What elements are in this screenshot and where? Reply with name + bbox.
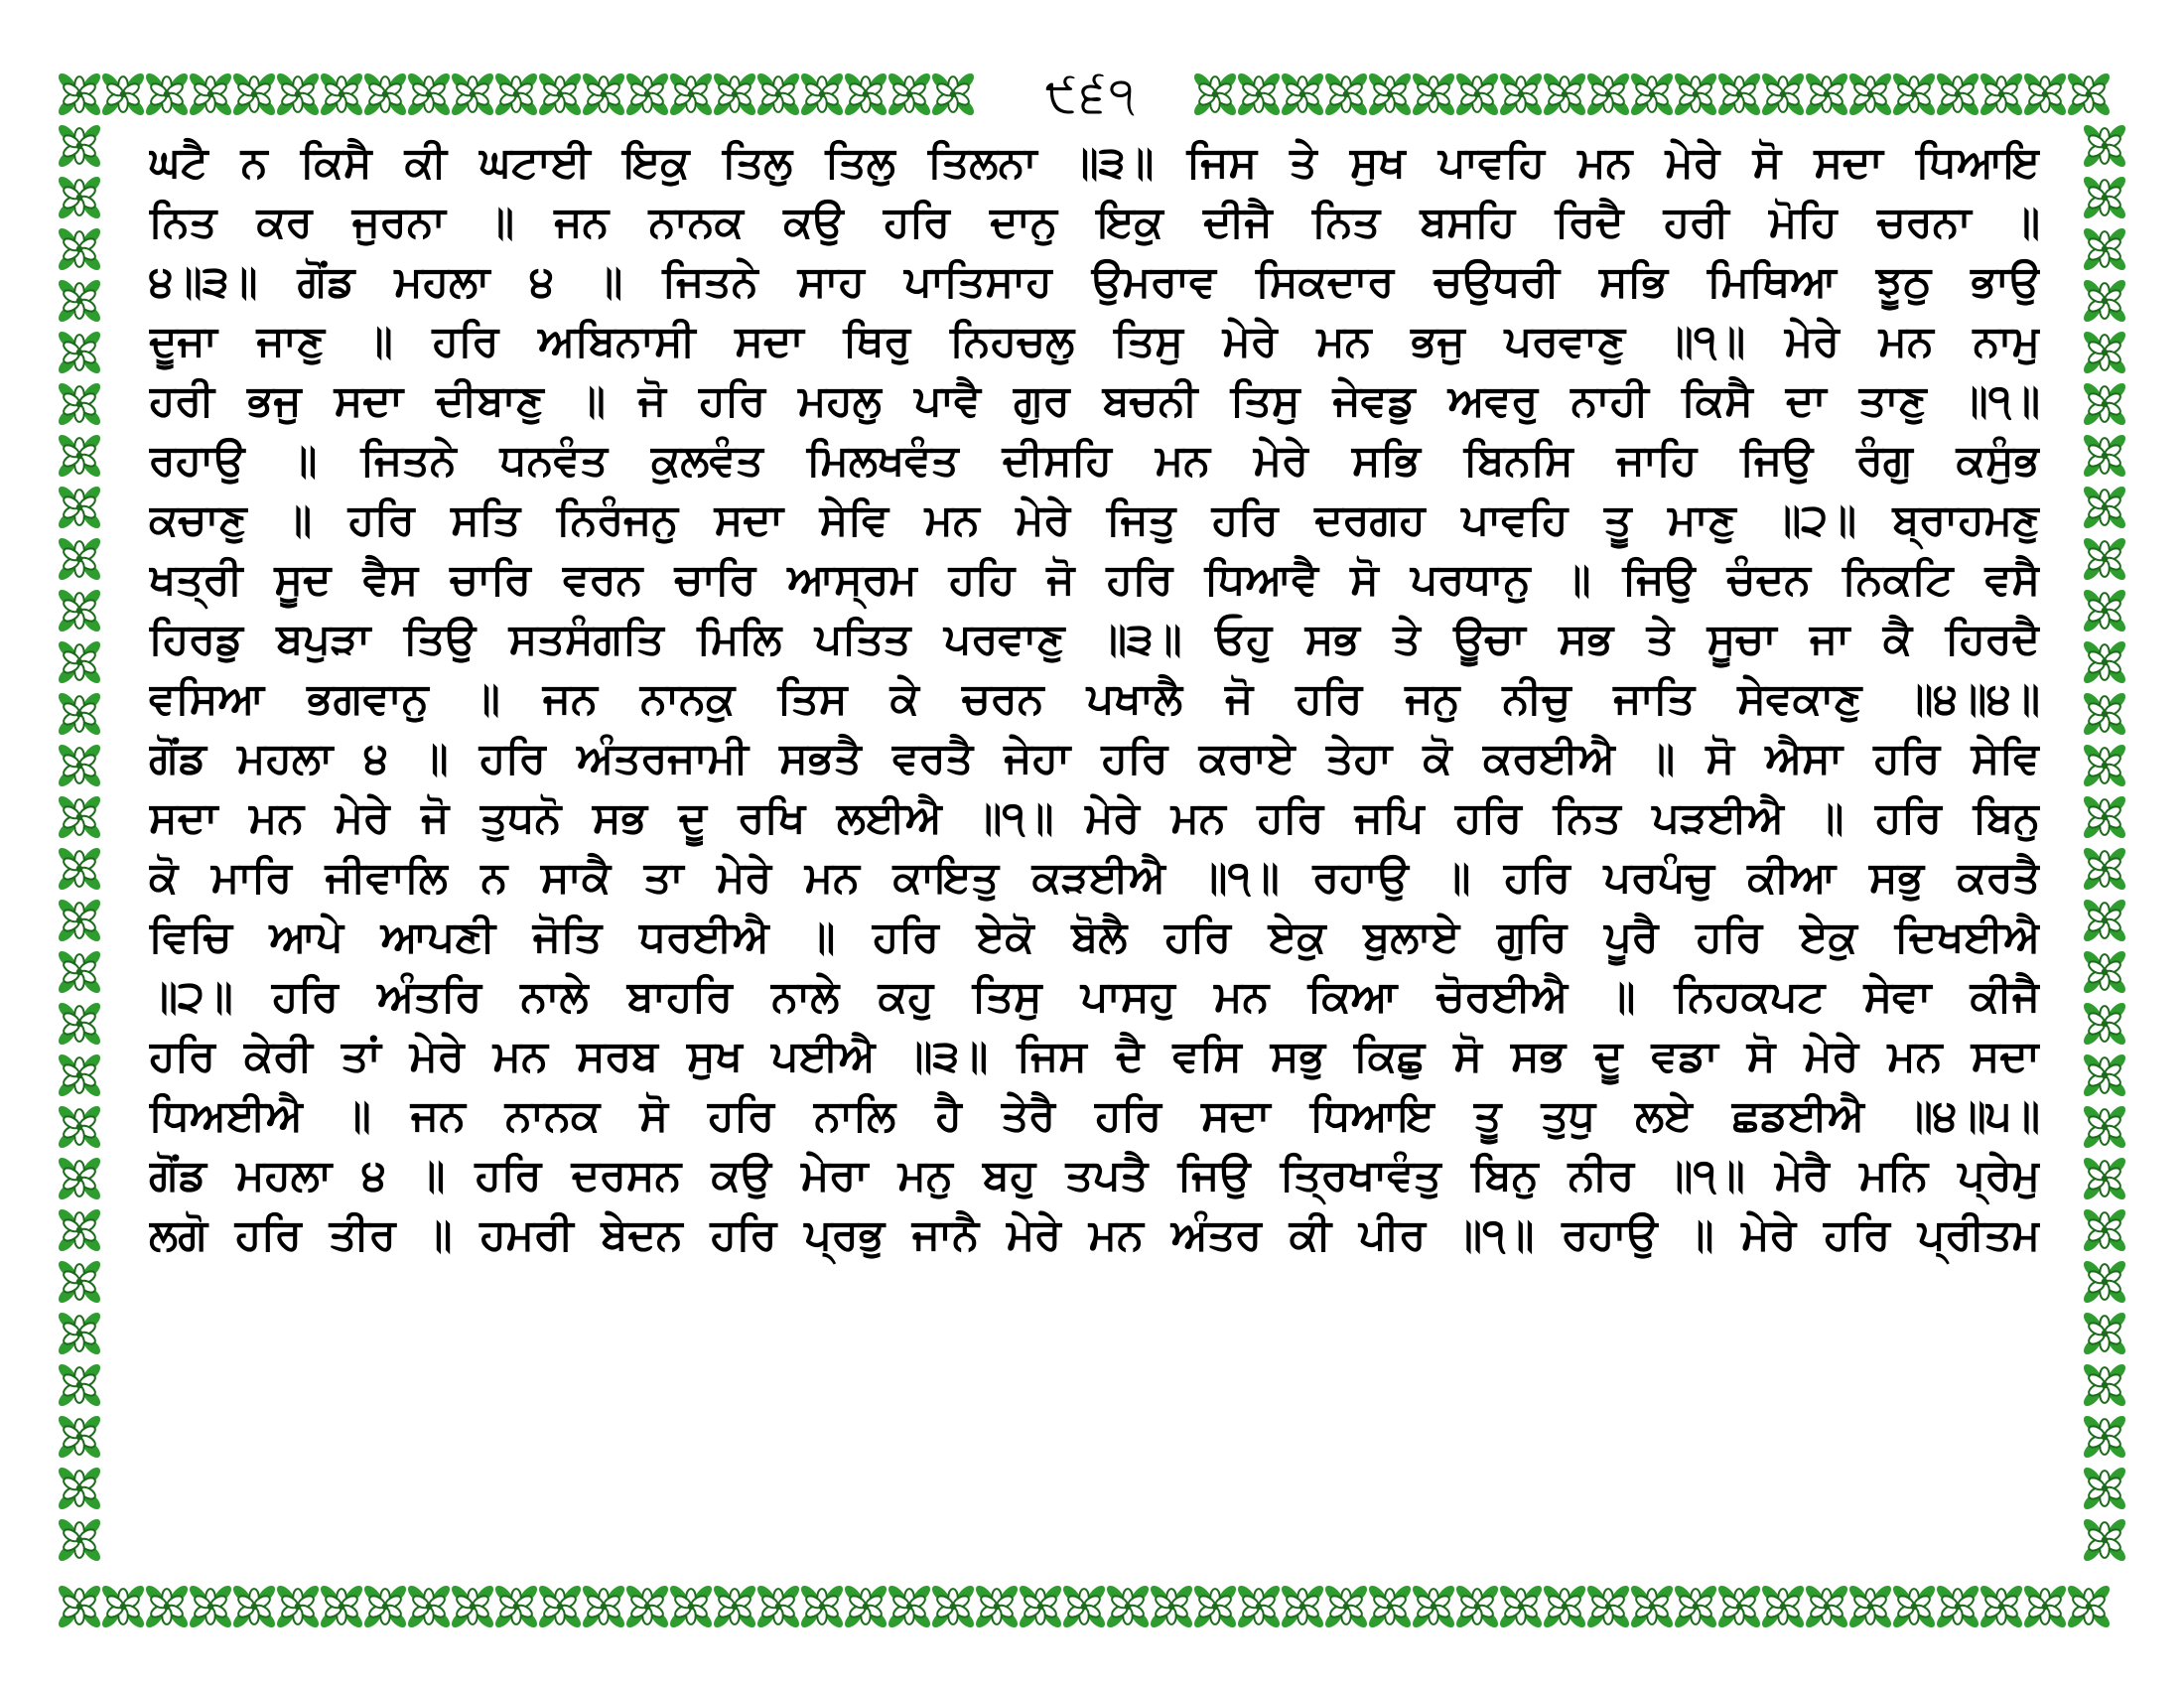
flower-icon xyxy=(886,70,933,118)
text-line: ਗੋਂਡ ਮਹਲਾ ੪ ॥ ਹਰਿ ਅੰਤਰਜਾਮੀ ਸਭਤੈ ਵਰਤੈ ਜੇਹਾ ਹਰਿ ਕਰਾਏ ਤੇਹਾ ਕੋ ਕਰਈਐ ॥ ਸੋ ਐਸਾ ਹਰਿ ਸੇਵਿ xyxy=(149,734,2040,783)
flower-icon xyxy=(1279,70,1326,118)
flower-icon xyxy=(56,1206,103,1254)
flower-icon xyxy=(1366,1583,1414,1630)
flower-icon xyxy=(1017,1583,1064,1630)
flower-icon xyxy=(2081,587,2128,634)
flower-icon xyxy=(623,1583,671,1630)
flower-icon xyxy=(56,845,103,893)
flower-icon xyxy=(1803,70,1850,118)
flower-icon xyxy=(1715,1583,1763,1630)
flower-icon xyxy=(1978,1583,2025,1630)
flower-icon xyxy=(1279,1583,1326,1630)
flower-icon xyxy=(361,70,409,118)
flower-icon xyxy=(2081,380,2128,428)
flower-icon xyxy=(2081,1310,2128,1357)
flower-icon xyxy=(56,174,103,221)
text-line: ੪॥੩॥ ਗੋਂਡ ਮਹਲਾ ੪ ॥ ਜਿਤਨੇ ਸਾਹ ਪਾਤਿਸਾਹ ਉਮਰਾਵ ਸਿਕਦਾਰ ਚਉਧਰੀ ਸਭਿ ਮਿਥਿਆ ਝੂਠੁ ਭਾਉ xyxy=(149,257,2040,307)
flower-icon xyxy=(1366,70,1414,118)
flower-icon xyxy=(2081,845,2128,893)
flower-icon xyxy=(2081,793,2128,841)
flower-icon xyxy=(1759,70,1807,118)
flower-icon xyxy=(2081,1000,2128,1048)
flower-icon xyxy=(56,1516,103,1564)
flower-icon xyxy=(1453,1583,1501,1630)
flower-icon xyxy=(56,380,103,428)
flower-icon xyxy=(492,1583,540,1630)
flower-icon xyxy=(2081,174,2128,221)
flower-icon xyxy=(1191,70,1239,118)
flower-icon xyxy=(405,1583,453,1630)
flower-icon xyxy=(2081,329,2128,376)
flower-icon xyxy=(1803,1583,1850,1630)
flower-icon xyxy=(2065,1583,2113,1630)
flower-icon xyxy=(1890,1583,1938,1630)
flower-icon xyxy=(1759,1583,1807,1630)
flower-icon xyxy=(361,1583,409,1630)
flower-icon xyxy=(230,1583,278,1630)
flower-icon xyxy=(143,1583,191,1630)
text-line: ਦੂਜਾ ਜਾਣੁ ॥ ਹਰਿ ਅਬਿਨਾਸੀ ਸਦਾ ਥਿਰੁ ਨਿਹਚਲੁ ਤਿਸੁ ਮੇਰੇ ਮਨ ਭਜੁ ਪਰਵਾਣੁ ॥੧॥ ਮੇਰੇ ਮਨ ਨਾਮੁ xyxy=(149,317,2040,366)
flower-icon xyxy=(56,1103,103,1151)
flower-icon xyxy=(711,70,758,118)
flower-icon xyxy=(1410,1583,1457,1630)
flower-icon xyxy=(56,587,103,634)
flower-icon xyxy=(1846,1583,1894,1630)
flower-icon xyxy=(56,277,103,325)
flower-icon xyxy=(230,70,278,118)
flower-icon xyxy=(798,1583,846,1630)
flower-icon xyxy=(711,1583,758,1630)
text-line: ਧਿਅਈਐ ॥ ਜਨ ਨਾਨਕ ਸੋ ਹਰਿ ਨਾਲਿ ਹੈ ਤੇਰੈ ਹਰਿ ਸਦਾ ਧਿਆਇ ਤੂ ਤੁਧੁ ਲਏ ਛਡਈਐ ॥੪॥੫॥ xyxy=(149,1091,2040,1141)
flower-icon xyxy=(1060,1583,1108,1630)
flower-icon xyxy=(449,70,496,118)
flower-icon xyxy=(143,70,191,118)
flower-icon xyxy=(580,1583,627,1630)
flower-icon xyxy=(2021,1583,2069,1630)
flower-icon xyxy=(56,690,103,738)
flower-icon xyxy=(1410,70,1457,118)
flower-icon xyxy=(1672,1583,1719,1630)
flower-icon xyxy=(1628,1583,1676,1630)
flower-icon xyxy=(1846,70,1894,118)
flower-icon xyxy=(2081,432,2128,480)
text-line: ਵਿਚਿ ਆਪੇ ਆਪਣੀ ਜੋਤਿ ਧਰਈਐ ॥ ਹਰਿ ਏਕੋ ਬੋਲੈ ਹਰਿ ਏਕੁ ਬੁਲਾਏ ਗੁਰਿ ਪੂਰੈ ਹਰਿ ਏਕੁ ਦਿਖਈਐ xyxy=(149,913,2040,962)
flower-icon xyxy=(56,1413,103,1461)
flower-icon xyxy=(1890,70,1938,118)
flower-icon xyxy=(973,1583,1021,1630)
text-line: ਲਗੋ ਹਰਿ ਤੀਰ ॥ ਹਮਰੀ ਬੇਦਨ ਹਰਿ ਪ੍ਰਭੁ ਜਾਨੈ ਮੇਰੇ ਮਨ ਅੰਤਰ ਕੀ ਪੀਰ ॥੧॥ ਰਹਾਉ ॥ ਮੇਰੇ ਹਰਿ ਪ੍ਰੀਤਮ xyxy=(149,1210,2040,1260)
text-line: ਕੋ ਮਾਰਿ ਜੀਵਾਲਿ ਨ ਸਾਕੈ ਤਾ ਮੇਰੇ ਮਨ ਕਾਇਤੁ ਕੜਈਐ ॥੧॥ ਰਹਾਉ ॥ ਹਰਿ ਪਰਪੰਚੁ ਕੀਆ ਸਭੁ ਕਰਤੈ xyxy=(149,853,2040,903)
flower-icon xyxy=(2081,225,2128,273)
flower-icon xyxy=(2081,1155,2128,1202)
flower-icon xyxy=(667,1583,715,1630)
text-line: ਸਦਾ ਮਨ ਮੇਰੇ ਜੋ ਤੁਧਨੋ ਸਭ ਦੂ ਰਖਿ ਲਈਐ ॥੧॥ ਮੇਰੇ ਮਨ ਹਰਿ ਜਪਿ ਹਰਿ ਨਿਤ ਪੜਈਐ ॥ ਹਰਿ ਬਿਨੁ xyxy=(149,793,2040,843)
flower-icon xyxy=(56,948,103,996)
flower-icon xyxy=(2021,70,2069,118)
flower-icon xyxy=(1497,70,1545,118)
flower-icon xyxy=(56,1258,103,1306)
flower-icon xyxy=(56,1052,103,1099)
text-line: ਵਸਿਆ ਭਗਵਾਨੁ ॥ ਜਨ ਨਾਨਕੁ ਤਿਸ ਕੇ ਚਰਨ ਪਖਾਲੈ ਜੋ ਹਰਿ ਜਨੁ ਨੀਚੁ ਜਾਤਿ ਸੇਵਕਾਣੁ ॥੪॥੪॥ xyxy=(149,674,2040,724)
flower-icon xyxy=(886,1583,933,1630)
flower-icon xyxy=(2081,742,2128,789)
flower-icon xyxy=(56,484,103,531)
flower-icon xyxy=(754,1583,802,1630)
flower-icon xyxy=(2081,897,2128,944)
flower-icon xyxy=(56,1155,103,1202)
flower-icon xyxy=(1584,70,1632,118)
flower-icon xyxy=(56,742,103,789)
flower-icon xyxy=(2081,122,2128,170)
flower-icon xyxy=(2081,1516,2128,1564)
flower-icon xyxy=(842,1583,889,1630)
flower-icon xyxy=(187,70,234,118)
flower-icon xyxy=(1715,70,1763,118)
flower-icon xyxy=(56,897,103,944)
flower-icon xyxy=(405,70,453,118)
text-line: ਨਿਤ ਕਰ ਜੁਰਨਾ ॥ ਜਨ ਨਾਨਕ ਕਉ ਹਰਿ ਦਾਨੁ ਇਕੁ ਦੀਜੈ ਨਿਤ ਬਸਹਿ ਰਿਦੈ ਹਰੀ ਮੋਹਿ ਚਰਨਾ ॥ xyxy=(149,198,2040,247)
flower-icon xyxy=(2081,1103,2128,1151)
flower-icon xyxy=(623,70,671,118)
flower-icon xyxy=(2081,277,2128,325)
flower-icon xyxy=(1191,1583,1239,1630)
flower-icon xyxy=(318,1583,365,1630)
text-line: ਕਚਾਣੁ ॥ ਹਰਿ ਸਤਿ ਨਿਰੰਜਨੁ ਸਦਾ ਸੇਵਿ ਮਨ ਮੇਰੇ ਜਿਤੁ ਹਰਿ ਦਰਗਹ ਪਾਵਹਿ ਤੂ ਮਾਣੁ ॥੨॥ ਬ੍ਰਾਹਮਣੁ xyxy=(149,495,2040,545)
flower-icon xyxy=(1584,1583,1632,1630)
flower-icon xyxy=(56,432,103,480)
flower-icon xyxy=(536,1583,584,1630)
flower-icon xyxy=(2081,948,2128,996)
flower-icon xyxy=(56,329,103,376)
flower-icon xyxy=(1541,70,1588,118)
flower-icon xyxy=(2081,1361,2128,1409)
flower-icon xyxy=(667,70,715,118)
flower-icon xyxy=(2081,690,2128,738)
flower-icon xyxy=(1934,70,1981,118)
text-line: ॥੨॥ ਹਰਿ ਅੰਤਰਿ ਨਾਲੇ ਬਾਹਰਿ ਨਾਲੇ ਕਹੁ ਤਿਸੁ ਪਾਸਹੁ ਮਨ ਕਿਆ ਚੋਰਈਐ ॥ ਨਿਹਕਪਟ ਸੇਵਾ ਕੀਜੈ xyxy=(149,972,2040,1022)
flower-icon xyxy=(842,70,889,118)
flower-icon xyxy=(1148,1583,1195,1630)
text-line: ਘਟੈ ਨ ਕਿਸੈ ਕੀ ਘਟਾਈ ਇਕੁ ਤਿਲੁ ਤਿਲੁ ਤਿਲਨਾ ॥੩॥ ਜਿਸ ਤੇ ਸੁਖ ਪਾਵਹਿ ਮਨ ਮੇਰੇ ਸੋ ਸਦਾ ਧਿਆਇ xyxy=(149,138,2040,188)
flower-icon xyxy=(536,70,584,118)
flower-icon xyxy=(1104,1583,1152,1630)
flower-icon xyxy=(929,70,977,118)
flower-icon xyxy=(1235,70,1283,118)
flower-icon xyxy=(2065,70,2113,118)
scripture-text-block xyxy=(149,133,2040,1563)
flower-icon xyxy=(492,70,540,118)
flower-icon xyxy=(1672,70,1719,118)
flower-icon xyxy=(754,70,802,118)
flower-icon xyxy=(56,225,103,273)
text-line: ਹਿਰਡੁ ਬਪੁੜਾ ਤਿਉ ਸਤਸੰਗਤਿ ਮਿਲਿ ਪਤਿਤ ਪਰਵਾਣੁ ॥੩॥ ਓਹੁ ਸਭ ਤੇ ਊਚਾ ਸਭ ਤੇ ਸੂਚਾ ਜਾ ਕੈ ਹਿਰਦੈ xyxy=(149,615,2040,664)
text-line: ਗੋਂਡ ਮਹਲਾ ੪ ॥ ਹਰਿ ਦਰਸਨ ਕਉ ਮੇਰਾ ਮਨੁ ਬਹੁ ਤਪਤੈ ਜਿਉ ਤ੍ਰਿਖਾਵੰਤੁ ਬਿਨੁ ਨੀਰ ॥੧॥ ਮੇਰੈ ਮਨਿ ਪ੍ਰੇਮੁ xyxy=(149,1151,2040,1200)
flower-icon xyxy=(1235,1583,1283,1630)
flower-icon xyxy=(274,1583,322,1630)
flower-icon xyxy=(2081,1052,2128,1099)
text-line: ਰਹਾਉ ॥ ਜਿਤਨੇ ਧਨਵੰਤ ਕੁਲਵੰਤ ਮਿਲਖਵੰਤ ਦੀਸਹਿ ਮਨ ਮੇਰੇ ਸਭਿ ਬਿਨਸਿ ਜਾਹਿ ਜਿਉ ਰੰਗੁ ਕਸੁੰਭ xyxy=(149,436,2040,486)
flower-icon xyxy=(56,122,103,170)
flower-icon xyxy=(1628,70,1676,118)
page-number: ੯੬੧ xyxy=(1013,56,1171,135)
flower-icon xyxy=(318,70,365,118)
flower-icon xyxy=(580,70,627,118)
flower-icon xyxy=(2081,1258,2128,1306)
flower-icon xyxy=(798,70,846,118)
flower-icon xyxy=(2081,535,2128,583)
flower-icon xyxy=(56,1583,103,1630)
flower-icon xyxy=(2081,1413,2128,1461)
flower-icon xyxy=(99,1583,147,1630)
flower-icon xyxy=(99,70,147,118)
flower-icon xyxy=(2081,1206,2128,1254)
flower-icon xyxy=(56,638,103,686)
flower-icon xyxy=(56,1000,103,1048)
flower-icon xyxy=(56,1310,103,1357)
flower-icon xyxy=(1934,1583,1981,1630)
flower-icon xyxy=(1322,1583,1370,1630)
flower-icon xyxy=(1541,1583,1588,1630)
flower-icon xyxy=(1453,70,1501,118)
flower-icon xyxy=(56,70,103,118)
flower-icon xyxy=(56,535,103,583)
flower-icon xyxy=(1497,1583,1545,1630)
flower-icon xyxy=(187,1583,234,1630)
flower-icon xyxy=(1322,70,1370,118)
flower-icon xyxy=(449,1583,496,1630)
flower-icon xyxy=(929,1583,977,1630)
flower-icon xyxy=(274,70,322,118)
text-line: ਖਤ੍ਰੀ ਸੂਦ ਵੈਸ ਚਾਰਿ ਵਰਨ ਚਾਰਿ ਆਸ੍ਰਮ ਹਹਿ ਜੋ ਹਰਿ ਧਿਆਵੈ ਸੋ ਪਰਧਾਨੁ ॥ ਜਿਉ ਚੰਦਨ ਨਿਕਟਿ ਵਸੈ xyxy=(149,555,2040,605)
flower-icon xyxy=(2081,638,2128,686)
flower-icon xyxy=(56,793,103,841)
flower-icon xyxy=(2081,1465,2128,1512)
text-line: ਹਰੀ ਭਜੁ ਸਦਾ ਦੀਬਾਣੁ ॥ ਜੋ ਹਰਿ ਮਹਲੁ ਪਾਵੈ ਗੁਰ ਬਚਨੀ ਤਿਸੁ ਜੇਵਡੁ ਅਵਰੁ ਨਾਹੀ ਕਿਸੈ ਦਾ ਤਾਣੁ ॥੧॥ xyxy=(149,376,2040,426)
flower-icon xyxy=(56,1465,103,1512)
flower-icon xyxy=(1978,70,2025,118)
text-line: ਹਰਿ ਕੇਰੀ ਤਾਂ ਮੇਰੇ ਮਨ ਸਰਬ ਸੁਖ ਪਈਐ ॥੩॥ ਜਿਸ ਦੈ ਵਸਿ ਸਭੁ ਕਿਛੁ ਸੋ ਸਭ ਦੂ ਵਡਾ ਸੋ ਮੇਰੇ ਮਨ ਸਦਾ xyxy=(149,1032,2040,1081)
flower-icon xyxy=(56,1361,103,1409)
flower-icon xyxy=(2081,484,2128,531)
